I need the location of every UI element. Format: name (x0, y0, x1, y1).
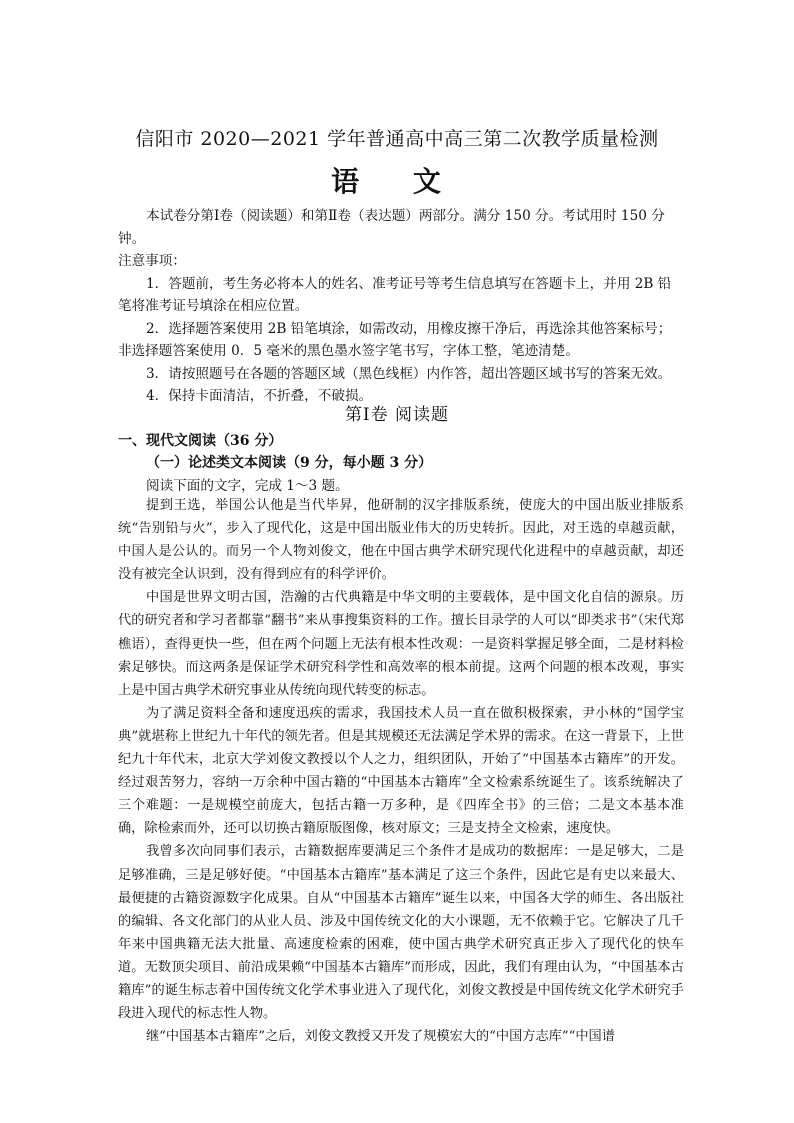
instructions-block (118, 205, 684, 408)
passage-paragraph: 我曾多次向同事们表示，古籍数据库要满足三个条件才是成功的数据库：一是足够大，二是足够准确，三是足够好使。“中国基本古籍库”基本满足了这三个条件，因此它是有史以来最大、最便捷的古籍资源数字化成果。自从“中国基本古籍库”诞生以来，中国各大学的师生、各出版社的编辑、各文化部门的从业人员、涉及中国传统文化的大小课题，无不依赖于它。它解决了几千年来中国典籍无法大批量、高速度检索的困难，使中国古典学术研究真正步入了现代化的快车道。无数顶尖项目、前沿成果赖“中国基本古籍库”而形成，因此，我们有理由认为，“中国基本古籍库”的诞生标志着中国传统文化学术事业进入了现代化，刘俊文教授是中国传统文化学术研究手段进入现代的标志性人物。 (118, 844, 684, 1022)
passage-paragraph: 中国是世界文明古国，浩瀚的古代典籍是中华文明的主要载体，是中国文化自信的源泉。历代的研究者和学习者都靠“翻书”来从事搜集资料的工作。擅长目录学的人可以“即类求书”（宋代郑樵语），查得更快一些，但在两个问题上无法有根本性改观：一是资料掌握足够全面，二是材料检索足够快。而这两条是保证学术研究科学性和高效率的根本前提。这两个问题的根本改观，事实上是中国古典学术研究事业从传统向现代转变的标志。 (118, 590, 684, 698)
read-instruction: 阅读下面的文字，完成 1～3 题。 (146, 478, 349, 494)
passage-paragraph: 继“中国基本古籍库”之后，刘俊文教授又开发了规模宏大的“中国方志库”“中国谱 (146, 1029, 615, 1045)
note-item: 4．保持卡面清洁，不折叠，不破损。 (146, 388, 373, 404)
passage-paragraph: 提到王选，举国公认他是当代毕昇，他研制的汉字排版系统，使庞大的中国出版业排版系统“告别铅与火”，步入了现代化，这是中国出版业伟大的历史转折。因此，对王选的卓越贡献，中国人是公认的。而另一个人物刘俊文，他在中国古典学术研究现代化进程中的卓越贡献，却还没有被完全认识到，没有得到应有的科学评价。 (118, 498, 684, 583)
part-heading: 一、现代文阅读（36 分） (118, 433, 283, 449)
note-item: 1．答题前，考生务必将本人的姓名、准考证号等考生信息填写在答题卡上，并用 2B 铅笔将准考证号填涂在相应位置。 (118, 275, 672, 314)
sub-heading: （一）论述类文本阅读（9 分，每小题 3 分） (146, 455, 433, 471)
section-title: 第Ⅰ卷 阅读题 (344, 405, 450, 425)
note-item: 3．请按照题号在各题的答题区域（黑色线框）内作答，超出答题区域书写的答案无效。 (146, 365, 672, 382)
note-item: 2．选择题答案使用 2B 铅笔填涂，如需改动，用橡皮擦干净后，再选涂其他答案标号；非选择题答案使用 0．5 毫米的黑色墨水签字笔书写，字体工整，笔迹清楚。 (118, 320, 672, 359)
reading-passage (118, 494, 684, 1048)
passage-paragraph: 为了满足资料全备和速度迅疾的需求，我国技术人员一直在做积极探索，尹小林的“国学宝典”就堪称上世纪九十年代的领先者。但是其规模还无法满足学术界的需求。在这一背景下，上世纪九十年代末，北京大学刘俊文教授以个人之力，组织团队，开始了“中国基本古籍库”的开发。经过艰苦努力，容纳一万余种中国古籍的“中国基本古籍库”全文检索系统诞生了。该系统解决了三个难题：一是规模空前庞大，包括古籍一万多种，是《四库全书》的三倍；二是文本基本准确，除检索而外，还可以切换古籍原版图像，核对原文；三是支持全文检索，速度快。 (118, 705, 684, 837)
notes-title: 注意事项： (118, 253, 186, 269)
subject-title: 语 文 (331, 165, 463, 198)
exam-intro: 本试卷分第Ⅰ卷（阅读题）和第Ⅱ卷（表达题）两部分。满分 150 分。考试用时 150 分钟。 (118, 208, 665, 247)
exam-title: 信阳市 2020—2021 学年普通高中高三第二次教学质量检测 (135, 128, 659, 150)
